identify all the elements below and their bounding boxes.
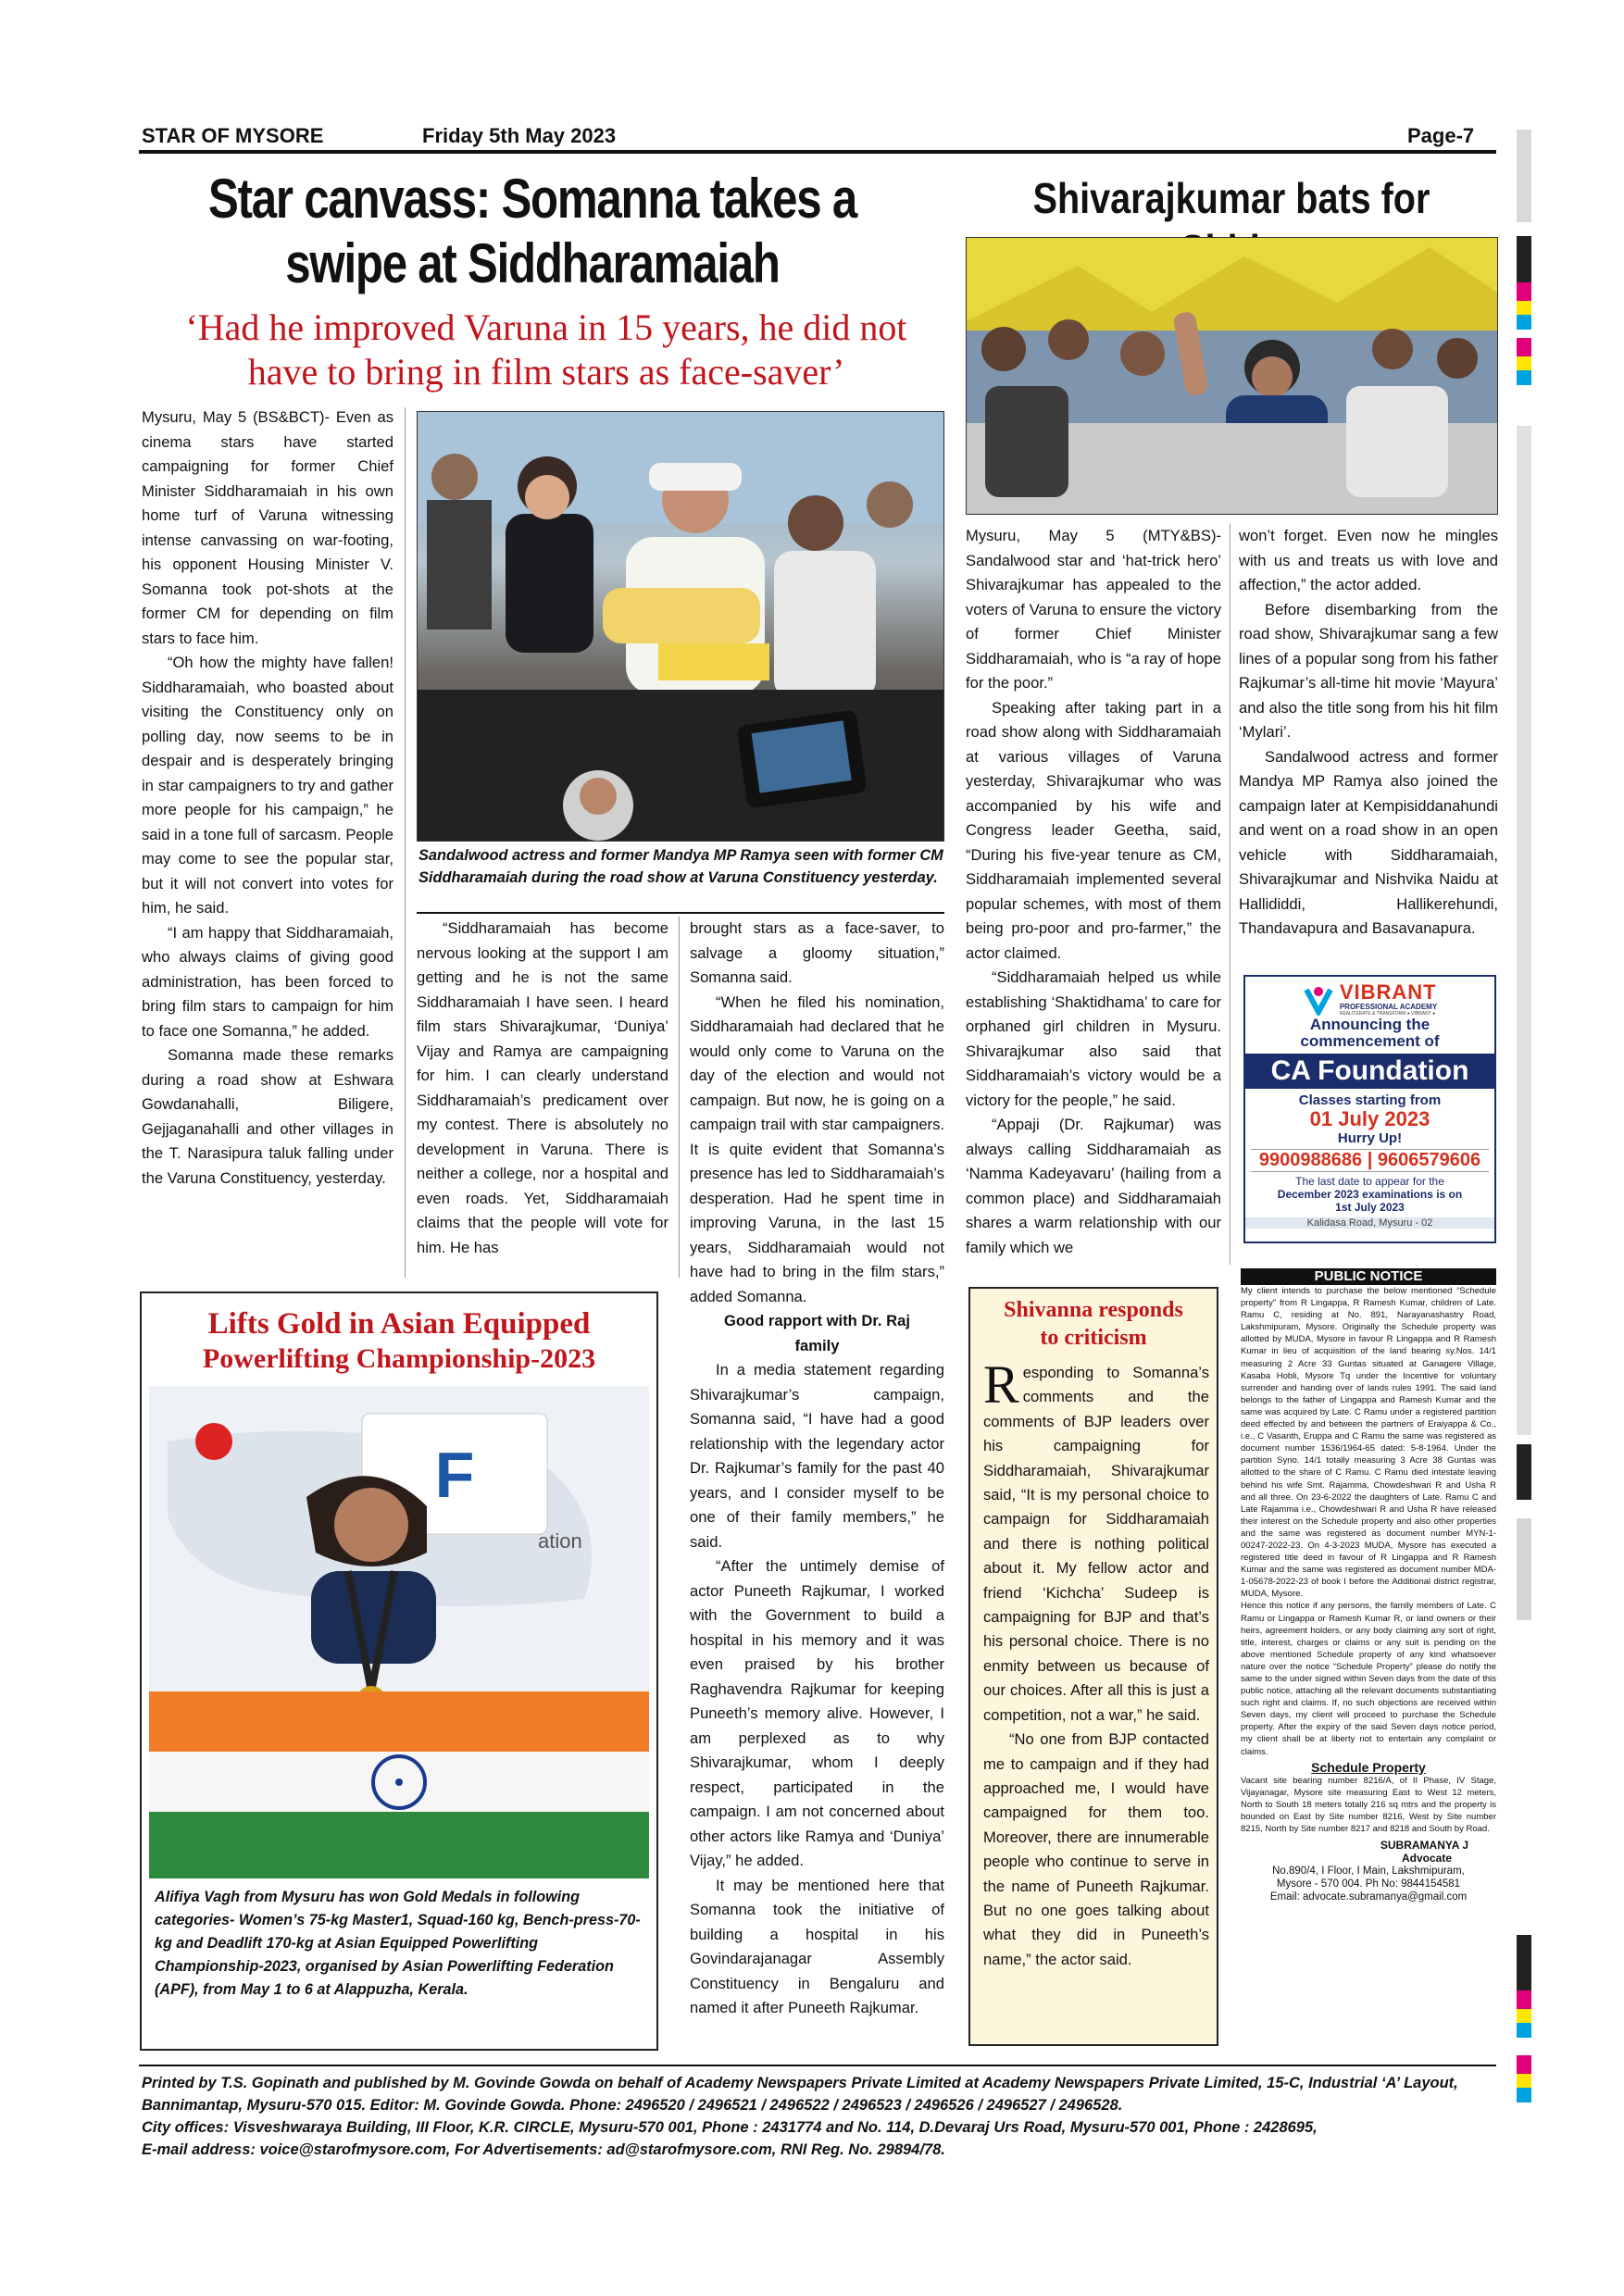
story1-paragraph: “After the untimely demise of actor Puneeth Rajkumar, I worked with the Government to build a hospital in his memory and it was even praised by his brother Raghavendra Rajkumar for keeping Puneeth’s memory alive. However, I am perplexed as to why Shivarajkumar, whom I deeply respect, participated in the campaign. I am not concerned about other actors like Ramya and ‘Duniya’ Vijay,” he added. xyxy=(690,1557,944,1869)
sports-box xyxy=(140,1292,658,2051)
print-mark xyxy=(1517,236,1531,282)
print-mark xyxy=(1517,1518,1531,1620)
story1-subhead: Good rapport with Dr. Raj family xyxy=(724,1312,910,1354)
ad-line1: Announcing the xyxy=(1309,1016,1430,1033)
ad-last-date-2: December 2023 examinations is on xyxy=(1277,1188,1463,1201)
story1-column-1 xyxy=(142,406,394,1191)
story2-paragraph: Mysuru, May 5 (MTY&BS)- Sandalwood star and ‘hat-trick hero’ Shivarajkumar has appealed to the voters of Varuna to ensure the victory of former Chief Minister Siddharamaiah, who is “a ray of hope for the poor.” xyxy=(966,527,1221,692)
column-divider xyxy=(679,917,680,1278)
shivanna-paragraph: “No one from BJP contacted me to campaign and if they had approached me, I would have campaigned for them too. Moreover, there are innumerable people who continue to serve in the name of Puneeth Rajkumar. But no one goes talking about what they did in Puneeth’s name,” the actor said. xyxy=(983,1730,1209,1968)
ad-hurry: Hurry Up! xyxy=(1337,1130,1403,1146)
story1-paragraph: In a media statement regarding Shivarajkumar’s campaign, Somanna said, “I have had a good relationship with the legendary actor Dr. Rajkumar’s family for the past 40 years, and I consider myself to be one of their family members,” he said. xyxy=(690,1361,944,1551)
masthead-date: Friday 5th May 2023 xyxy=(422,124,617,147)
story1-paragraph: brought stars as a face-saver, to salvage a gloomy situation,” Somanna said. xyxy=(690,919,944,986)
story1-photo-caption: Sandalwood actress and former Mandya MP Ramya seen with former CM Siddharamaiah during the road show at Varuna Constituency yesterday. xyxy=(418,847,943,886)
sports-caption: Alifiya Vagh from Mysuru has won Gold Medals in following categories- Women’s 75-kg Master1, Squad-160 kg, Bench-press-70-kg and Deadlift 170-kg at Asian Equipped Powerlifting Championship-2023, organised by Asian Powerlifting Federation (APF), from May 1 to 6 at Alappuzha, Kerala. xyxy=(155,1889,641,1998)
ad-start-date: 01 July 2023 xyxy=(1309,1107,1430,1130)
advocate-title: Advocate xyxy=(1401,1852,1452,1866)
campaign-crowd-image xyxy=(418,412,944,842)
print-mark xyxy=(1517,130,1531,222)
print-mark xyxy=(1517,2009,1531,2023)
print-mark xyxy=(1517,282,1531,301)
header-rule xyxy=(139,150,1496,154)
story1-paragraph: Mysuru, May 5 (BS&BCT)- Even as cinema stars have started campaigning for former Chief Minister Siddharamaiah in his own home turf of Varuna witnessing intense canvassing on war-footing, his opponent Housing Minister V. Somanna took pot-shots at the former CM for depending on film stars to face him. xyxy=(142,408,394,647)
schedule-title: Schedule Property xyxy=(1311,1759,1426,1775)
story1-deck: ‘Had he improved Varuna in 15 years, he did not have to bring in film stars as face-saver’ xyxy=(185,306,907,393)
sports-photo xyxy=(149,1386,649,1878)
print-mark xyxy=(1517,2055,1531,2074)
ad-tagline: REALITERATE & TRANSFORM ● VIBRANT ● xyxy=(1339,1011,1436,1017)
print-mark xyxy=(1517,2074,1531,2088)
story2-paragraph: “Appaji (Dr. Rajkumar) was always calling Siddharamaiah as ‘Namma Kadeyavaru’ (hailing from a common place) and Siddharamaiah shares a warm relationship with our family which we xyxy=(966,1116,1221,1256)
story1-paragraph: “I am happy that Siddharamaiah, who always claims of giving good administration, has been forced to bring film stars to campaign for him to face one Somanna,” he added. xyxy=(142,923,394,1040)
ad-title: CA Foundation xyxy=(1245,1054,1494,1089)
story2-paragraph: Speaking after taking part in a road show along with Siddharamaiah at various villages of Varuna yesterday, Shivarajkumar who was accompanied by his wife and Congress leader Geetha, said, “During his five-year tenure as CM, Siddharamaiah implemented several popular schemes, with most of them being pro-poor and pro-farmer,” the actor claimed. xyxy=(966,698,1221,962)
vibrant-logo-icon xyxy=(1303,984,1334,1016)
svg-text:F: F xyxy=(434,1439,475,1511)
print-mark xyxy=(1517,356,1531,370)
banner-text: ation xyxy=(538,1529,582,1553)
story2-column-1 xyxy=(966,524,1221,1260)
shivanna-title-2: to criticism xyxy=(1040,1326,1147,1350)
ad-line3: Classes starting from xyxy=(1298,1092,1442,1108)
print-mark xyxy=(1517,1990,1531,2009)
ad-address: Kalidasa Road, Mysuru - 02 xyxy=(1245,1217,1494,1229)
print-mark xyxy=(1517,426,1531,1435)
story2-photo xyxy=(966,237,1498,515)
story1-paragraph: It may be mentioned here that Somanna took the initiative of building a hospital in his Govindarajanagar Assembly Constituency in Bengaluru and named it after Puneeth Rajkumar. xyxy=(690,1876,944,2016)
imprint xyxy=(142,2072,1499,2161)
imprint-line-2: City offices: Visveshwaraya Building, III Floor, K.R. CIRCLE, Mysuru-570 001, Phone : 2431774 and No. 114, D.Devaraj Urs Road, Mysuru-570 001, Phone : 2428695, xyxy=(142,2119,1318,2136)
shivanna-body xyxy=(983,1354,1209,1972)
story2-paragraph: “Siddharamaiah helped us while establishing ‘Shaktidhama’ to care for orphaned girl children in Mysuru. Shivarajkumar also said that Siddharamaiah’s victory would be a victory for the people,” he said. xyxy=(966,968,1221,1109)
ad-sub: PROFESSIONAL ACADEMY xyxy=(1339,1003,1438,1011)
advocate-email[interactable]: Email: advocate.subramanya@gmail.com xyxy=(1269,1891,1468,1903)
flag-saffron-band xyxy=(149,1691,649,1752)
advocate-name: SUBRAMANYA J xyxy=(1380,1839,1468,1853)
ca-foundation-ad[interactable] xyxy=(1243,975,1496,1243)
story2-column-2 xyxy=(1239,524,1498,942)
story1-column-3 xyxy=(690,917,944,2021)
column-divider xyxy=(405,407,406,1278)
story1-paragraph: “Siddharamaiah has become nervous looking at the support I am getting and he is not the same Siddharamaiah I have seen. I heard film stars Shivarajkumar, ‘Duniya’ Vijay and Ramya are campaigning for him. I can clearly understand Siddharamaiah’s predicament over my contest. There is absolutely no development in Varuna. There is neither a college, nor a hospital and even roads. Yet, Siddharamaiah claims that the people will vote for him. He has xyxy=(417,919,668,1256)
ad-line2: commencement of xyxy=(1300,1032,1440,1050)
caption-rule xyxy=(417,912,944,914)
public-notice xyxy=(1241,1268,1496,2046)
print-mark xyxy=(1517,2023,1531,2038)
print-mark xyxy=(1517,1935,1531,1990)
notice-title: PUBLIC NOTICE xyxy=(1241,1268,1496,1285)
advocate-address-1: No.890/4, I Floor, I Main, Lakshmipuram, xyxy=(1272,1866,1465,1878)
drop-cap: R xyxy=(983,1354,1019,1415)
advocate-address-2: Mysore - 570 004. Ph No: 9844154581 xyxy=(1276,1878,1461,1890)
shivanna-title-1: Shivanna responds xyxy=(1004,1298,1183,1322)
notice-body: My client intends to purchase the below mentioned “Schedule property” from R Lingappa, R Ramesh Kumar, children of Late. Ramu C, residing at No. 891, Narayanashastry Road, Lakshmipuram, Mysore. Originally the Schedule property was allotted by MUDA, Mysore in favour R Lingappa and R Ramesh Kumar in lieu of acquisition of the land bearing sy.Nos. 14/1 measuring 2 Acre 33 Guntas situated at Ganagere Village, Kasaba Hobli, Mysore Tq under the Incentive for voluntary surrender and handing over of lands rules 1991. The said land belongs to the father of Lingappa and Ramesh Kumar and the same was acquired by Late. C Ramu under a registered partition deed effected by and between the partners of Eraiyappa & Co., i.e., C Vasanth, Eruppa and C Ramu the same was registered as document number 1536/1964-65 dated: 5-8-1964. Under the partition Syno. 14/1 totally measuring 3 Acre 38 Guntas was allotted to the share of C Ramu. C Ramu died intestate leaving behind his wife Smt. Rajamma, Chowdeshwari R and Usha R and all three. On 23-6-2022 the daughters of Late. Ramu C and Late Rajamma i.e., Chowdeshwari R and Usha R have released their interest on the Schedule property and also other properties and the same was registered as document number MYN-1-00247-2022-23. On 4-3-2023 MUDA, Mysore has executed a registered title deed in favour of R Lingappa and R Ramesh Kumar and the same was registered as document number MDA-1-05678-2022-23 of book I before the Additional district registrar, MUDA, Mysore. Hence this notice if any persons, the family members of Late. C Ramu or Lingappa or Ramesh Kumar R, or land owners or their heirs, agreement holders, or any body claiming any sort of right, title, interest, charges or claims or any suit is pending on the above mentioned Schedule property of any kind whatsoever nature over the notice “Schedule Property” please do notify the same to the under signed within Seven days from the date of this public notice, attaching all the relevant documents substantiating such right and claims. If, no such objections are received within Seven days, my client will proceed to purchase the Schedule property. After the expiry of the said Seven days notice period, my client shall be at liberty not to entertain any complaint or claims. xyxy=(1241,1286,1496,1757)
ad-phones[interactable]: 9900988686 | 9606579606 xyxy=(1251,1149,1489,1172)
story2-headline: Shivarajkumar bats for xyxy=(1032,174,1430,222)
print-mark xyxy=(1517,315,1531,330)
story2-paragraph: won’t forget. Even now he mingles with us and treats us with love and affection,” the actor added. xyxy=(1239,527,1498,593)
flag-green-band xyxy=(149,1812,649,1878)
story1-paragraph: “When he filed his nomination, Siddharamaiah had declared that he would only come to Varuna on the day of the election and would not campaign. But now, he is going on a campaign trail with star campaigners. It is quite evident that Somanna’s presence has led to Siddharamaiah’s desperation. Had he spent time in improving Varuna, in the last 15 years, Siddharamaiah would not have had to bring in the film stars,” added Somanna. xyxy=(690,992,944,1305)
footer-rule xyxy=(139,2065,1496,2066)
print-mark xyxy=(1517,1444,1531,1500)
shivanna-paragraph: esponding to Somanna’s comments and the comments of BJP leaders over his campaigning for Siddharamaiah, Shivarajkumar said, “It is my personal choice to campaign for Siddharamaiah and there is nothing political about it. My fellow actor and friend ‘Kichcha’ Sudeep is campaigning for BJP and that’s his personal choice. There is no enmity between us because of our choices. After all this is just a competition, not a war,” he said. xyxy=(983,1364,1209,1724)
page-number: Page-7 xyxy=(1407,124,1475,147)
sports-title-1: Lifts Gold in Asian Equipped xyxy=(207,1307,591,1341)
schedule-body: Vacant site bearing number 8216/A, of II Phase, IV Stage, Vijayanagar, Mysore site measuring East to West 12 meters, North to South 18 meters totally 216 sq mtrs and the property is bounded on East by Site number 8216, West by Site number 8215, North by Site number 8217 and 8218 and South by Road. xyxy=(1241,1775,1496,1835)
story1-paragraph: Somanna made these remarks during a road show at Eshwara Gowdanahalli, Biligere, Gejjaganahalli and other villages in the T. Narasipura taluk falling under the Varuna Constituency, yesterday. xyxy=(142,1046,394,1187)
masthead-paper: STAR OF MYSORE xyxy=(142,124,324,147)
print-mark xyxy=(1517,338,1531,356)
shivanna-box xyxy=(968,1287,1218,2046)
ad-brand: VIBRANT xyxy=(1339,980,1437,1004)
roadshow-image xyxy=(967,238,1498,515)
sports-title-2: Powerlifting Championship-2023 xyxy=(202,1343,596,1374)
story1-photo xyxy=(417,411,944,842)
story2-paragraph: Before disembarking from the road show, Shivarajkumar sang a few lines of a popular song from his father Rajkumar’s all-time hit movie ‘Mayura’ and also the title song from his hit film ‘Mylari’. xyxy=(1239,600,1498,741)
print-mark xyxy=(1517,370,1531,385)
story1-headline: Star canvass: Somanna takes a swipe at Siddharamaiah xyxy=(208,168,856,294)
story1-column-2 xyxy=(417,917,668,1260)
story1-paragraph: “Oh how the mighty have fallen! Siddharamaiah, who boasted about visiting the Constituency only on polling day, now seems to be in despair and is desperately bringing in star campaigners to try and gather more people for his campaign,” he said in a tone full of sarcasm. People may come to see the popular star, but it will not convert into votes for him, he said. xyxy=(142,654,394,917)
ad-last-date-1: The last date to appear for the xyxy=(1295,1175,1444,1188)
powerlifter-image xyxy=(149,1386,649,1878)
print-mark xyxy=(1517,301,1531,315)
story2-paragraph: Sandalwood actress and former Mandya MP Ramya also joined the campaign later at Kempisiddanahundi and went on a road show in an open vehicle with Siddharamaiah, Shivarajkumar and Nishvika Naidu at Hallididdi, Hallikerehundi, Thandavapura and Basavanapura. xyxy=(1239,747,1498,937)
imprint-line-3[interactable]: E-mail address: voice@starofmysore.com, For Advertisements: ad@starofmysore.com, RNI Reg. No. 29894/78. xyxy=(142,2141,945,2158)
imprint-line-1: Printed by T.S. Gopinath and published by M. Govinde Gowda on behalf of Academy Newspapers Private Limited at Academy Newspapers Private Limited, 15-C, Industrial ‘A’ Layout, Bannimantap, Mysuru-570 015. Editor: M. Govinde Gowda. Phone: 2496520 / 2496521 / 2496522 / 2496523 / 2496526 / 2496527 / 2496528. xyxy=(142,2075,1458,2114)
ad-last-date-3: 1st July 2023 xyxy=(1335,1201,1405,1214)
print-mark xyxy=(1517,2088,1531,2103)
